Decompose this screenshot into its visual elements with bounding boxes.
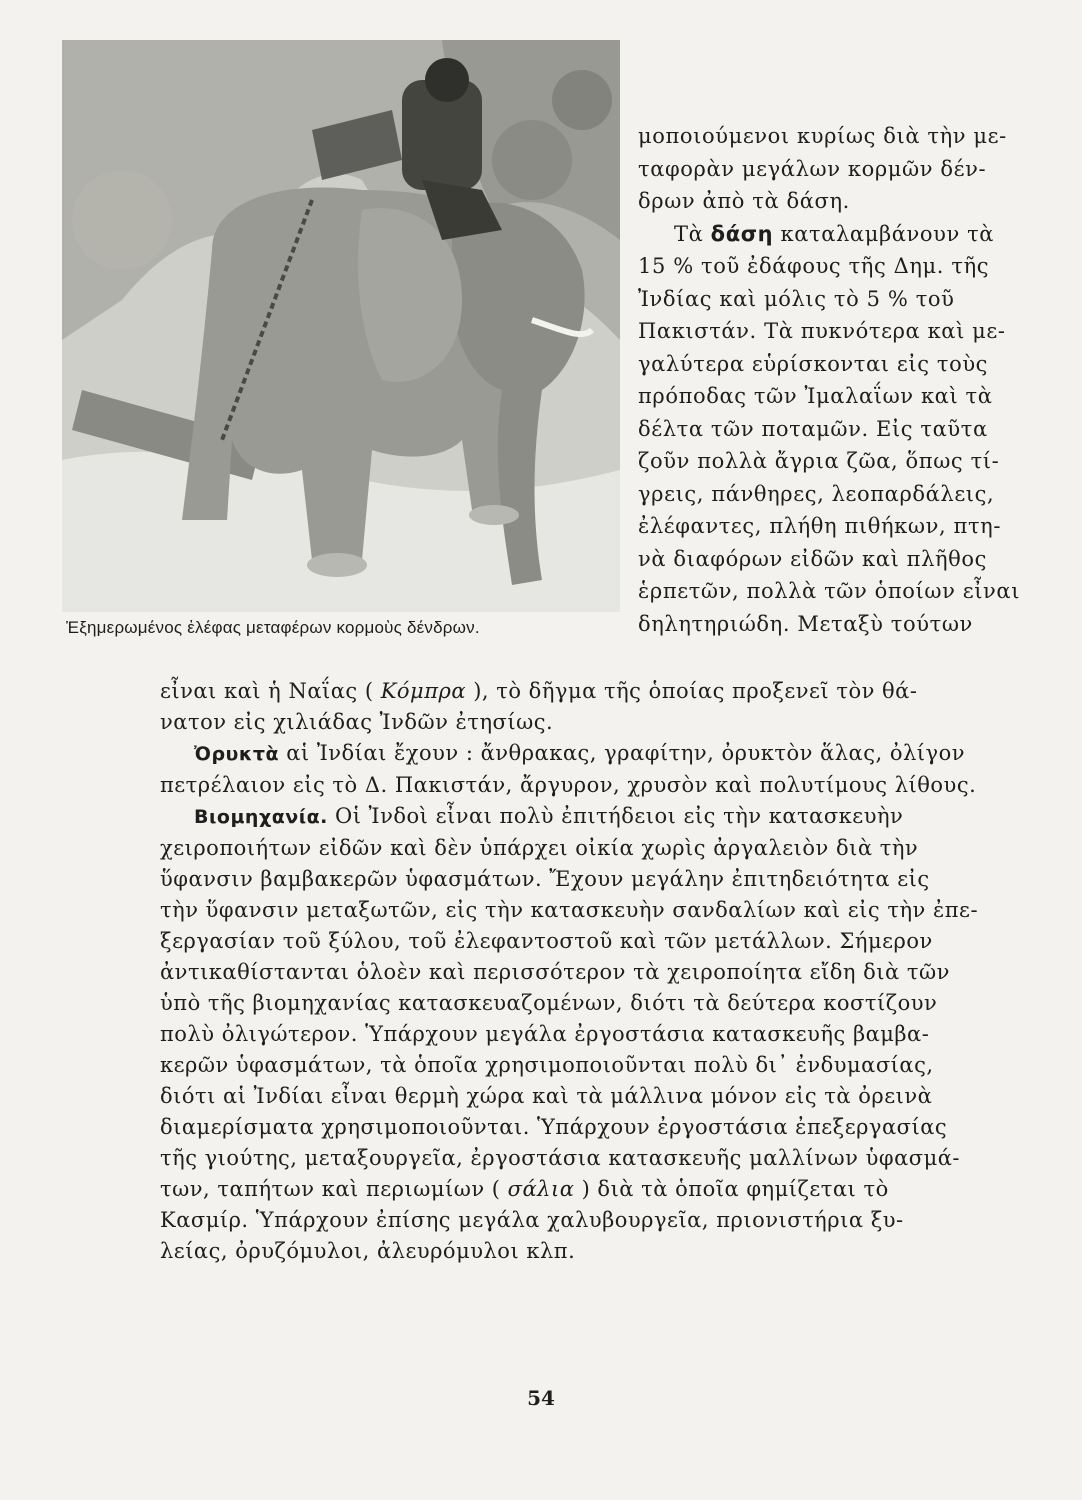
text-run: Οἱ Ἰνδοὶ εἶναι πολὺ ἐπιτήδειοι εἰς τὴν κατασκευὴν (327, 804, 904, 828)
text-line: ταφορὰν μεγάλων κορμῶν δέν- (638, 156, 987, 181)
text-line: δρων ἀπὸ τὰ δάση. (638, 189, 850, 213)
text-line: τὴν ὕφανσιν μεταξωτῶν, εἰς τὴν κατασκευὴν σανδαλίων καὶ εἰς τὴν ἐπε- (160, 898, 979, 922)
elephant-photo (62, 40, 620, 612)
text-line: ἀντικαθίστανται ὁλοὲν καὶ περισσότερον τὰ χειροποίητα εἴδη διὰ τῶν (160, 960, 950, 984)
text-line: χειροποιήτων εἰδῶν καὶ δὲν ὑπάρχει οἰκία χωρὶς ἀργαλειὸν διὰ τὴν (160, 836, 919, 860)
text-line: δέλτα τῶν ποταμῶν. Εἰς ταῦτα (638, 416, 988, 441)
industry-line (160, 801, 1010, 833)
text-line: ζοῦν πολλὰ ἄγρια ζῶα, ὅπως τί- (638, 449, 1000, 473)
text-line: λείας, ὀρυζόμυλοι, ἀλευρόμυλοι κλπ. (160, 1239, 576, 1263)
italic-term: Κόμπρα (380, 679, 467, 703)
text-run: καταλαμβάνουν τὰ (773, 221, 995, 246)
photo-caption: Ἐξημερωμένος ἐλέφας μεταφέρων κορμοὺς δένδρων. (66, 618, 480, 637)
text-line: δηλητηριώδη. Μεταξὺ τούτων (638, 611, 973, 636)
text-line: νατον εἰς χιλιάδας Ἰνδῶν ἐτησίως. (160, 710, 554, 734)
text-line: πολὺ ὀλιγώτερον. Ὑπάρχουν μεγάλα ἐργοστάσια κατασκευῆς βαμβα- (160, 1022, 930, 1046)
text-line: ὑπὸ τῆς βιομηχανίας κατασκευαζομένων, διότι τὰ δεύτερα κοστίζουν (160, 991, 938, 1015)
side-column-text (638, 120, 1021, 640)
text-line: γαλύτερα εὑρίσκονται εἰς τοὺς (638, 351, 989, 376)
text-line: ξεργασίαν τοῦ ξύλου, τοῦ ἐλεφαντοστοῦ καὶ τῶν μετάλλων. Σήμερον (160, 929, 933, 953)
text-run: ) διὰ τὰ ὁποῖα φημίζεται τὸ (574, 1177, 889, 1201)
text-line: Κασμίρ. Ὑπάρχουν ἐπίσης μεγάλα χαλυβουργεῖα, πριονιστήρια ξυ- (160, 1208, 904, 1232)
minerals-heading: Ὀρυκτὰ (194, 743, 280, 765)
main-text (160, 676, 1010, 1267)
text-line: διαμερίσματα χρησιμοποιοῦνται. Ὑπάρχουν ἐργοστάσια ἐπεξεργασίας (160, 1115, 948, 1139)
text-run: των, ταπήτων καὶ περιωμίων ( (160, 1177, 508, 1201)
forests-heading: δάση (710, 221, 774, 246)
minerals-line (160, 738, 1010, 770)
text-run: εἶναι καὶ ἡ Ναΐας ( (160, 679, 381, 703)
forests-paragraph-start (638, 218, 1018, 251)
text-line: μοποιούμενοι κυρίως διὰ τὴν με- (638, 124, 1007, 148)
text-line: γρεις, πάνθηρες, λεοπαρδάλεις, (638, 481, 995, 506)
text-line: νὰ διαφόρων εἰδῶν καὶ πλῆθος (638, 546, 988, 571)
text-line: πρόποδας τῶν Ἰμαλαΐων καὶ τὰ (638, 384, 993, 408)
text-line: διότι αἱ Ἰνδίαι εἶναι θερμὴ χώρα καὶ τὰ μάλλινα μόνον εἰς τὰ ὀρεινὰ (160, 1084, 933, 1108)
text-line: κερῶν ὑφασμάτων, τὰ ὁποῖα χρησιμοποιοῦνται πολὺ δι᾽ ἐνδυμασίας, (160, 1053, 934, 1077)
naia-line (160, 676, 1010, 707)
text-line: ἑρπετῶν, πολλὰ τῶν ὁποίων εἶναι (638, 579, 1021, 603)
text-line: 15 % τοῦ ἐδάφους τῆς Δημ. τῆς (638, 254, 990, 278)
text-line: πετρέλαιον εἰς τὸ Δ. Πακιστάν, ἄργυρον, χρυσὸν καὶ πολυτίμους λίθους. (160, 773, 977, 797)
text-line: Ἰνδίας καὶ μόλις τὸ 5 % τοῦ (638, 286, 955, 311)
text-line: τῆς γιούτης, μεταξουργεῖα, ἐργοστάσια κατασκευῆς μαλλίνων ὑφασμά- (160, 1146, 961, 1170)
industry-heading: Βιομηχανία. (194, 806, 328, 828)
text-line: ὕφανσιν βαμβακερῶν ὑφασμάτων. Ἔχουν μεγάλην ἐπιτηδειότητα εἰς (160, 867, 930, 891)
text-run: ), τὸ δῆγμα τῆς ὁποίας προξενεῖ τὸν θά- (466, 679, 918, 703)
salia-line (160, 1174, 1010, 1205)
page-number: 54 (527, 1386, 555, 1410)
elephant-photo-drawing (62, 40, 620, 612)
text-run: αἱ Ἰνδίαι ἔχουν : ἄνθρακας, γραφίτην, ὀρυκτὸν ἅλας, ὀλίγον (279, 741, 965, 765)
text-line: Πακιστάν. Τὰ πυκνότερα καὶ με- (638, 319, 1006, 343)
italic-term: σάλια (507, 1177, 575, 1201)
text-run: Τὰ (674, 221, 711, 246)
text-line: ἐλέφαντες, πλήθη πιθήκων, πτη- (638, 514, 1002, 538)
